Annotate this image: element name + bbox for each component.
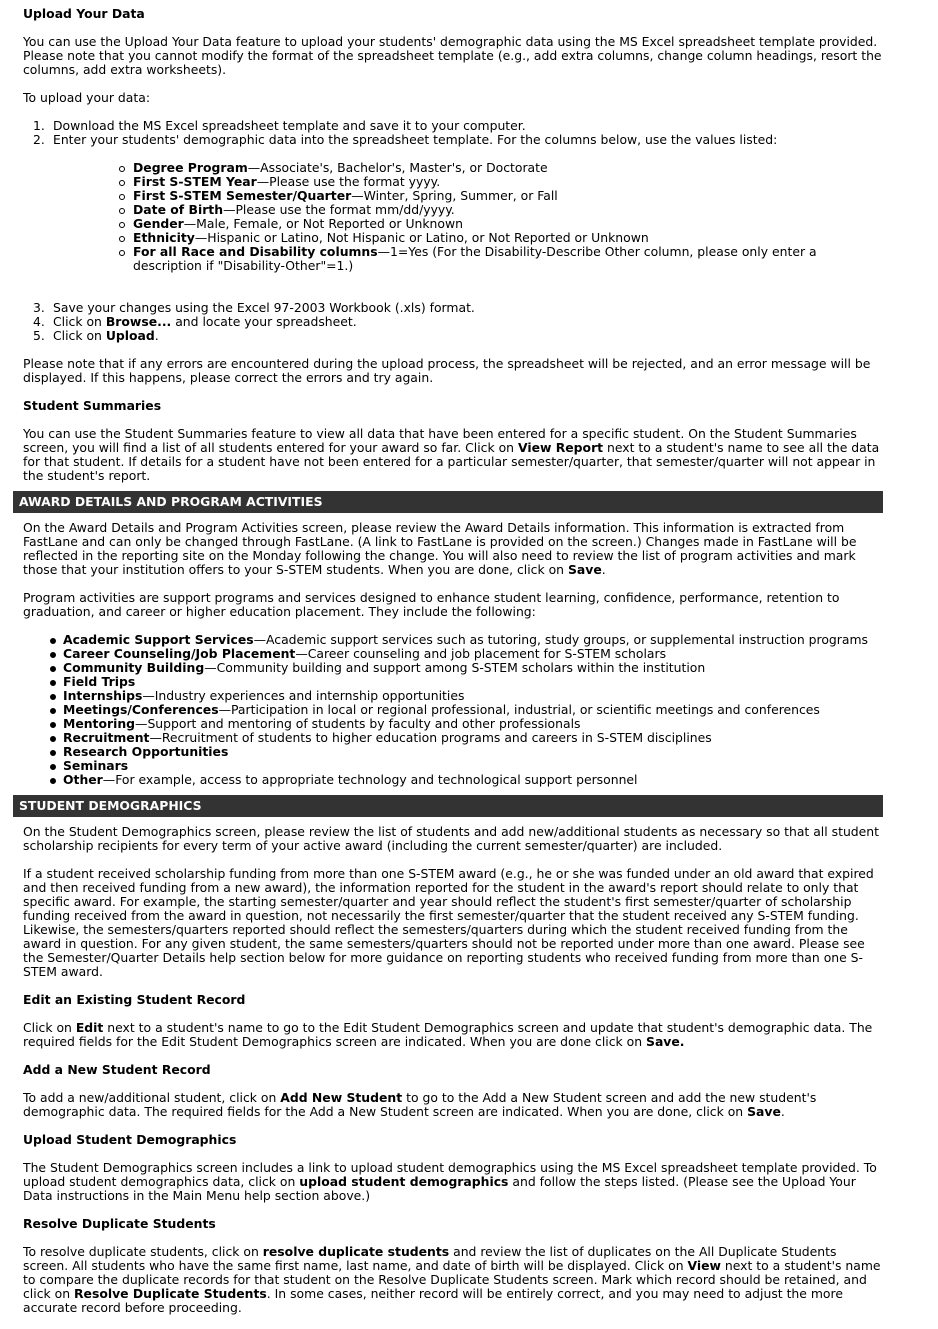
- step-item: [13, 329, 883, 343]
- bold-term: Resolve Duplicate Students: [74, 1286, 267, 1301]
- paragraph: [13, 867, 883, 979]
- text-segment: next to a student's name to see all the data for that student. If details for a student have not been entered for a particular semester/quarter, that semester/quarter will not appear in the student's report.: [23, 440, 880, 483]
- program-activity-item: [13, 675, 883, 689]
- text-segment: To resolve duplicate students, click on: [23, 1244, 263, 1259]
- text-segment: —1=Yes (For the Disability-Describe Other column, please only enter a description if "Disability-Other"=1.): [133, 244, 817, 273]
- bold-term: Research Opportunities: [63, 744, 229, 759]
- program-activity-item: [13, 745, 883, 759]
- text-segment: —Please use the format mm/dd/yyyy.: [223, 202, 455, 217]
- text-segment: —Recruitment of students to higher education programs and careers in S-STEM disciplines: [149, 730, 712, 745]
- text-segment: Download the MS Excel spreadsheet template and save it to your computer.: [53, 118, 526, 133]
- circle-bullet-icon: [119, 250, 125, 256]
- program-activity-item: [13, 717, 883, 731]
- text-segment: The Student Demographics screen includes a link to upload student demographics using the MS Excel spreadsheet template provided. To upload student demographics data, click on: [23, 1160, 877, 1189]
- paragraph: [13, 591, 883, 619]
- bold-term: upload student demographics: [299, 1174, 509, 1189]
- column-values-list: [53, 161, 883, 273]
- column-value-item: [53, 231, 883, 245]
- text-segment: Click on: [53, 328, 106, 343]
- program-activity-item: [13, 689, 883, 703]
- bold-term: Academic Support Services: [63, 632, 254, 647]
- text-segment: —Hispanic or Latino, Not Hispanic or Latino, or Not Reported or Unknown: [194, 230, 649, 245]
- bold-term: For all Race and Disability columns: [133, 244, 378, 259]
- disc-bullet-icon: [50, 708, 56, 714]
- paragraph: [13, 521, 883, 577]
- section-header-bar: STUDENT DEMOGRAPHICS: [13, 795, 883, 817]
- program-activity-item: [13, 703, 883, 717]
- bold-term: Degree Program: [133, 160, 248, 175]
- column-value-item: [53, 245, 883, 273]
- text-segment: —Male, Female, or Not Reported or Unknown: [183, 216, 463, 231]
- text-segment: On the Award Details and Program Activities screen, please review the Award Details information. This information is extracted from FastLane and can only be changed through FastLane. (A link to FastLane is provided on the screen.) Changes made in FastLane will be reflected in the reporting site on the Monday following the change. You will also need to review the list of program activities and mark those that your institution offers to your S-STEM students. When you are done, click on: [23, 520, 857, 577]
- text-segment: —Community building and support among S-STEM scholars within the institution: [204, 660, 706, 675]
- bold-term: Mentoring: [63, 716, 136, 731]
- disc-bullet-icon: [50, 652, 56, 658]
- circle-bullet-icon: [119, 194, 125, 200]
- section-subheading: Student Summaries: [23, 398, 162, 413]
- disc-bullet-icon: [50, 722, 56, 728]
- step-item: [13, 301, 883, 315]
- bold-term: Edit: [75, 1020, 104, 1035]
- paragraph: [13, 1245, 883, 1315]
- step-item: [13, 315, 883, 329]
- column-value-item: [53, 161, 883, 175]
- disc-bullet-icon: [50, 778, 56, 784]
- step-number: 4.: [33, 314, 45, 329]
- bold-term: Ethnicity: [133, 230, 195, 245]
- step-number: 5.: [33, 328, 45, 343]
- bold-term: Date of Birth: [133, 202, 224, 217]
- disc-bullet-icon: [50, 680, 56, 686]
- circle-bullet-icon: [119, 208, 125, 214]
- section-header-bar: AWARD DETAILS AND PROGRAM ACTIVITIES: [13, 491, 883, 513]
- section-subheading: Resolve Duplicate Students: [23, 1216, 216, 1231]
- section-subheading: Add a New Student Record: [23, 1062, 211, 1077]
- bold-term: Seminars: [63, 758, 129, 773]
- text-segment: On the Student Demographics screen, please review the list of students and add new/additional students as necessary so that all student scholarship recipients for every term of your active award (including the current semester/quarter) are included.: [23, 824, 879, 853]
- text-segment: to go to the Add a New Student screen and add the new student's demographic data. The required fields for the Add a New Student screen are indicated. When you are done, click on: [23, 1090, 817, 1119]
- program-activities-list: [13, 633, 883, 787]
- text-segment: and follow the steps listed. (Please see the Upload Your Data instructions in the Main Menu help section above.): [23, 1174, 856, 1203]
- text-segment: next to a student's name to compare the duplicate records for that student on the Resolve Duplicate Students screen. Mark which record should be retained, and click on: [23, 1258, 881, 1301]
- paragraph: [13, 35, 883, 77]
- bold-term: Upload: [105, 328, 155, 343]
- disc-bullet-icon: [50, 764, 56, 770]
- bold-term: Save: [567, 562, 602, 577]
- text-segment: Save your changes using the Excel 97-2003 Workbook (.xls) format.: [53, 300, 475, 315]
- text-segment: —Academic support services such as tutoring, study groups, or supplemental instruction programs: [253, 632, 869, 647]
- bold-term: Community Building: [63, 660, 205, 675]
- bold-term: Browse...: [105, 314, 172, 329]
- step-number: 3.: [33, 300, 45, 315]
- program-activity-item: [13, 731, 883, 745]
- column-value-item: [53, 189, 883, 203]
- program-activity-item: [13, 633, 883, 647]
- bold-term: First S-STEM Semester/Quarter: [133, 188, 352, 203]
- text-segment: Program activities are support programs and services designed to enhance student learning, confidence, performance, retention to graduation, and career or higher education placement. They include the following:: [23, 590, 840, 619]
- text-segment: Click on: [23, 1020, 76, 1035]
- bold-term: Other: [63, 772, 103, 787]
- program-activity-item: [13, 773, 883, 787]
- text-segment: You can use the Student Summaries feature to view all data that have been entered for a specific student. On the Student Summaries screen, you will find a list of all students entered for your award so far. Click on: [23, 426, 857, 455]
- text-segment: Please note that if any errors are encountered during the upload process, the spreadsheet will be rejected, and an error message will be displayed. If this happens, please correct the errors and try again.: [23, 356, 871, 385]
- text-segment: and review the list of duplicates on the All Duplicate Students screen. All students who have the same first name, last name, and date of birth will be displayed. Click on: [23, 1244, 837, 1273]
- text-segment: If a student received scholarship funding from more than one S-STEM award (e.g., he or she was funded under an old award that expired and then received funding from a new award), the information reported for the student in the award's report should relate to only that specific award. For example, the starting semester/quarter and year should reflect the student's first semester/quarter of scholarship funding received from the award in question, not necessarily the first semester/quarter that the student received any S-STEM funding. Likewise, the semesters/quarters reported should reflect the semesters/quarters during which the student received funding from the award in question. For any given student, the same semesters/quarters should not be reported under more than one award. Please see the Semester/Quarter Details help section below for more guidance on reporting students who received funding from more than one S-STEM award.: [23, 866, 874, 979]
- paragraph: [13, 825, 883, 853]
- column-value-item: [53, 203, 883, 217]
- program-activity-item: [13, 661, 883, 675]
- paragraph: [13, 1021, 883, 1049]
- bold-term: Gender: [133, 216, 184, 231]
- text-segment: —Industry experiences and internship opportunities: [142, 688, 465, 703]
- text-segment: Click on: [53, 314, 106, 329]
- text-segment: . In some cases, neither record will be entirely correct, and you may need to adjust the more accurate record before proceeding.: [23, 1286, 843, 1315]
- circle-bullet-icon: [119, 166, 125, 172]
- disc-bullet-icon: [50, 736, 56, 742]
- section-subheading: Upload Student Demographics: [23, 1132, 237, 1147]
- disc-bullet-icon: [50, 638, 56, 644]
- text-segment: —Winter, Spring, Summer, or Fall: [351, 188, 558, 203]
- column-value-item: [53, 217, 883, 231]
- text-segment: .: [154, 328, 159, 343]
- disc-bullet-icon: [50, 750, 56, 756]
- program-activity-item: [13, 759, 883, 773]
- paragraph: [13, 1091, 883, 1119]
- bold-term: Field Trips: [63, 674, 136, 689]
- text-segment: To upload your data:: [23, 90, 151, 105]
- step-number: 2.: [33, 132, 45, 147]
- text-segment: .: [780, 1104, 785, 1119]
- bold-term: Recruitment: [63, 730, 150, 745]
- text-segment: —For example, access to appropriate technology and technological support personnel: [102, 772, 638, 787]
- circle-bullet-icon: [119, 180, 125, 186]
- text-segment: To add a new/additional student, click on: [23, 1090, 281, 1105]
- disc-bullet-icon: [50, 666, 56, 672]
- bold-term: Internships: [63, 688, 143, 703]
- text-segment: —Please use the format yyyy.: [256, 174, 441, 189]
- program-activity-item: [13, 647, 883, 661]
- paragraph: [13, 91, 883, 105]
- text-segment: —Career counseling and job placement for S-STEM scholars: [295, 646, 667, 661]
- text-segment: .: [601, 562, 606, 577]
- column-value-item: [53, 175, 883, 189]
- numbered-steps: [13, 119, 883, 273]
- text-segment: —Associate's, Bachelor's, Master's, or Doctorate: [247, 160, 548, 175]
- section-subheading: Edit an Existing Student Record: [23, 992, 246, 1007]
- bold-term: Save: [747, 1104, 781, 1119]
- bold-term: Save.: [646, 1034, 685, 1049]
- text-segment: and locate your spreadsheet.: [171, 314, 357, 329]
- step-number: 1.: [33, 118, 45, 133]
- bold-term: resolve duplicate students: [262, 1244, 450, 1259]
- bold-term: View Report: [517, 440, 604, 455]
- text-segment: You can use the Upload Your Data feature to upload your students' demographic data using the MS Excel spreadsheet template provided. Please note that you cannot modify the format of the spreadsheet template (e.g., add extra columns, change column headings, resort the columns, add extra worksheets).: [23, 34, 882, 77]
- text-segment: next to a student's name to go to the Edit Student Demographics screen and update that student's demographic data. The required fields for the Edit Student Demographics screen are indicated. When you are done click on: [23, 1020, 873, 1049]
- step-item: [13, 119, 883, 133]
- disc-bullet-icon: [50, 694, 56, 700]
- numbered-steps: [13, 301, 883, 343]
- bold-term: Meetings/Conferences: [63, 702, 219, 717]
- paragraph: [13, 427, 883, 483]
- bold-term: First S-STEM Year: [133, 174, 257, 189]
- circle-bullet-icon: [119, 236, 125, 242]
- bold-term: View: [687, 1258, 721, 1273]
- paragraph: [13, 1161, 883, 1203]
- step-item: [13, 133, 883, 273]
- help-document: [13, 7, 883, 1329]
- text-segment: —Support and mentoring of students by faculty and other professionals: [135, 716, 581, 731]
- circle-bullet-icon: [119, 222, 125, 228]
- section-subheading: Upload Your Data: [23, 6, 145, 21]
- text-segment: —Participation in local or regional professional, industrial, or scientific meetings and conferences: [218, 702, 820, 717]
- bold-term: Career Counseling/Job Placement: [63, 646, 296, 661]
- paragraph: [13, 357, 883, 385]
- bold-term: Add New Student: [280, 1090, 403, 1105]
- text-segment: Enter your students' demographic data into the spreadsheet template. For the columns below, use the values listed:: [53, 132, 778, 147]
